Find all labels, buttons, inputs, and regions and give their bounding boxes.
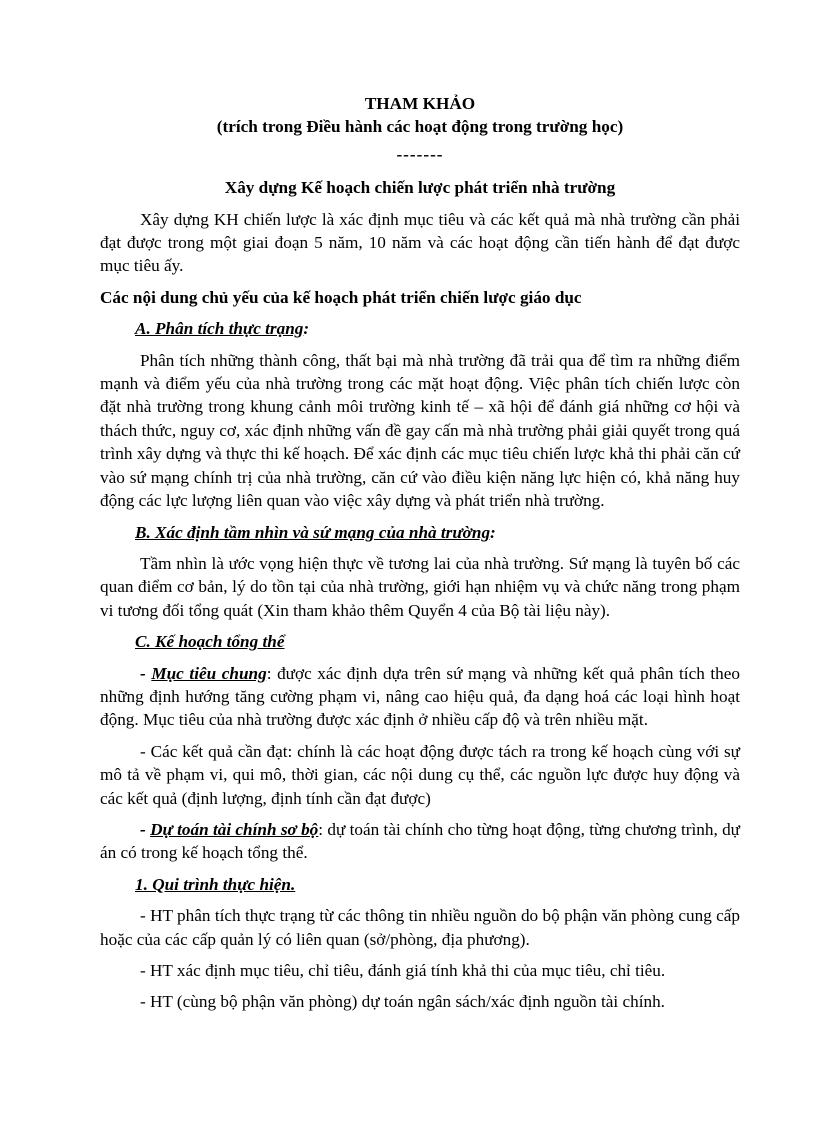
section-heading: Xây dựng Kế hoạch chiến lược phát triển nhà trường	[224, 178, 616, 198]
section-c-heading	[100, 630, 740, 653]
procedure-item: - HT (cùng bộ phận văn phòng) dự toán ngân sách/xác định nguồn tài chính.	[140, 992, 665, 1012]
section-1-heading	[100, 873, 740, 896]
procedure-item: - HT phân tích thực trạng từ các thông tin nhiều nguồn do bộ phận văn phòng cung cấp hoặc của các cấp quản lý có liên quan (sở/phòng, địa phương).	[100, 906, 740, 949]
section-a-colon: :	[303, 319, 310, 339]
goal-prefix: -	[140, 663, 152, 683]
section-c-title: C. Kế hoạch tổng thể	[135, 632, 285, 652]
section-a-heading	[100, 317, 740, 340]
budget-prefix: -	[140, 819, 151, 839]
section-a-body: Phân tích những thành công, thất bại mà nhà trường đã trải qua để tìm ra những điểm mạnh và điểm yếu của nhà trường trong các mặt hoạt động. Việc phân tích chiến lược còn đặt nhà trường trong khung cảnh môi trường kinh tế – xã hội để đánh giá những cơ hội và thách thức, nguy cơ, xác định những vấn đề gay cấn mà nhà trường phải giải quyết trong quá trình xây dựng và thực thi kế hoạch. Để xác định các mục tiêu chiến lược khả thi phải căn cứ vào sứ mạng chính trị của nhà trường, căn cứ vào điều kiện năng lực hiện có, khả năng huy động các lực lượng liên quan vào việc xây dựng và phát triển nhà trường.	[100, 350, 740, 511]
goal-label: Mục tiêu chung	[151, 663, 267, 683]
budget-label: Dự toán tài chính sơ bộ	[150, 819, 319, 839]
section-b-body: Tầm nhìn là ước vọng hiện thực về tương lai của nhà trường. Sứ mạng là tuyên bố các quan điểm cơ bản, lý do tồn tại của nhà trường, giới hạn nhiệm vụ và chức năng trong phạm vi tương đối tổng quát (Xin tham khảo thêm Quyển 4 của Bộ tài liệu này).	[100, 553, 740, 620]
separator: -------	[396, 144, 444, 164]
section-b-heading	[100, 521, 740, 544]
document-subtitle: (trích trong Điều hành các hoạt động trong trường học)	[216, 117, 624, 137]
section-b-title: B. Xác định tầm nhìn và sứ mạng của nhà trường	[135, 522, 491, 542]
procedure-item: - HT xác định mục tiêu, chỉ tiêu, đánh giá tính khả thi của mục tiêu, chỉ tiêu.	[140, 961, 666, 980]
section-b-colon: :	[490, 522, 496, 542]
document-page	[100, 92, 740, 1014]
section-1-title: 1. Qui trình thực hiện.	[135, 874, 296, 894]
goal-paragraph	[100, 662, 740, 732]
goal-body: : được xác định dựa trên sứ mạng và những kết quả phân tích theo những định hướng tăng cường phạm vi, nâng cao hiệu quả, đa dạng hoá các loại hình hoạt động. Mục tiêu của nhà trường được xác định ở nhiều cấp độ và trên nhiều mặt.	[100, 663, 741, 730]
intro-paragraph: Xây dựng KH chiến lược là xác định mục tiêu và các kết quả mà nhà trường cần phải đạt được trong một giai đoạn 5 năm, 10 năm và các hoạt động cần tiến hành để đạt được mục tiêu ấy.	[100, 209, 740, 276]
budget-paragraph	[100, 818, 740, 865]
section-a-title: A. Phân tích thực trạng	[135, 319, 304, 339]
results-paragraph: - Các kết quả cần đạt: chính là các hoạt động được tách ra trong kế hoạch cùng với sự mô tả về phạm vi, qui mô, thời gian, các nội dung cụ thể, các nguồn lực được huy động và các kết quả (định lượng, định tính cần đạt được)	[100, 741, 740, 808]
budget-body: : dự toán tài chính cho từng hoạt động, từng chương trình, dự án có trong kế hoạch tổng thể.	[100, 819, 740, 863]
document-title: THAM KHẢO	[364, 94, 476, 113]
main-heading: Các nội dung chủ yếu của kế hoạch phát triển chiến lược giáo dục	[100, 287, 582, 307]
